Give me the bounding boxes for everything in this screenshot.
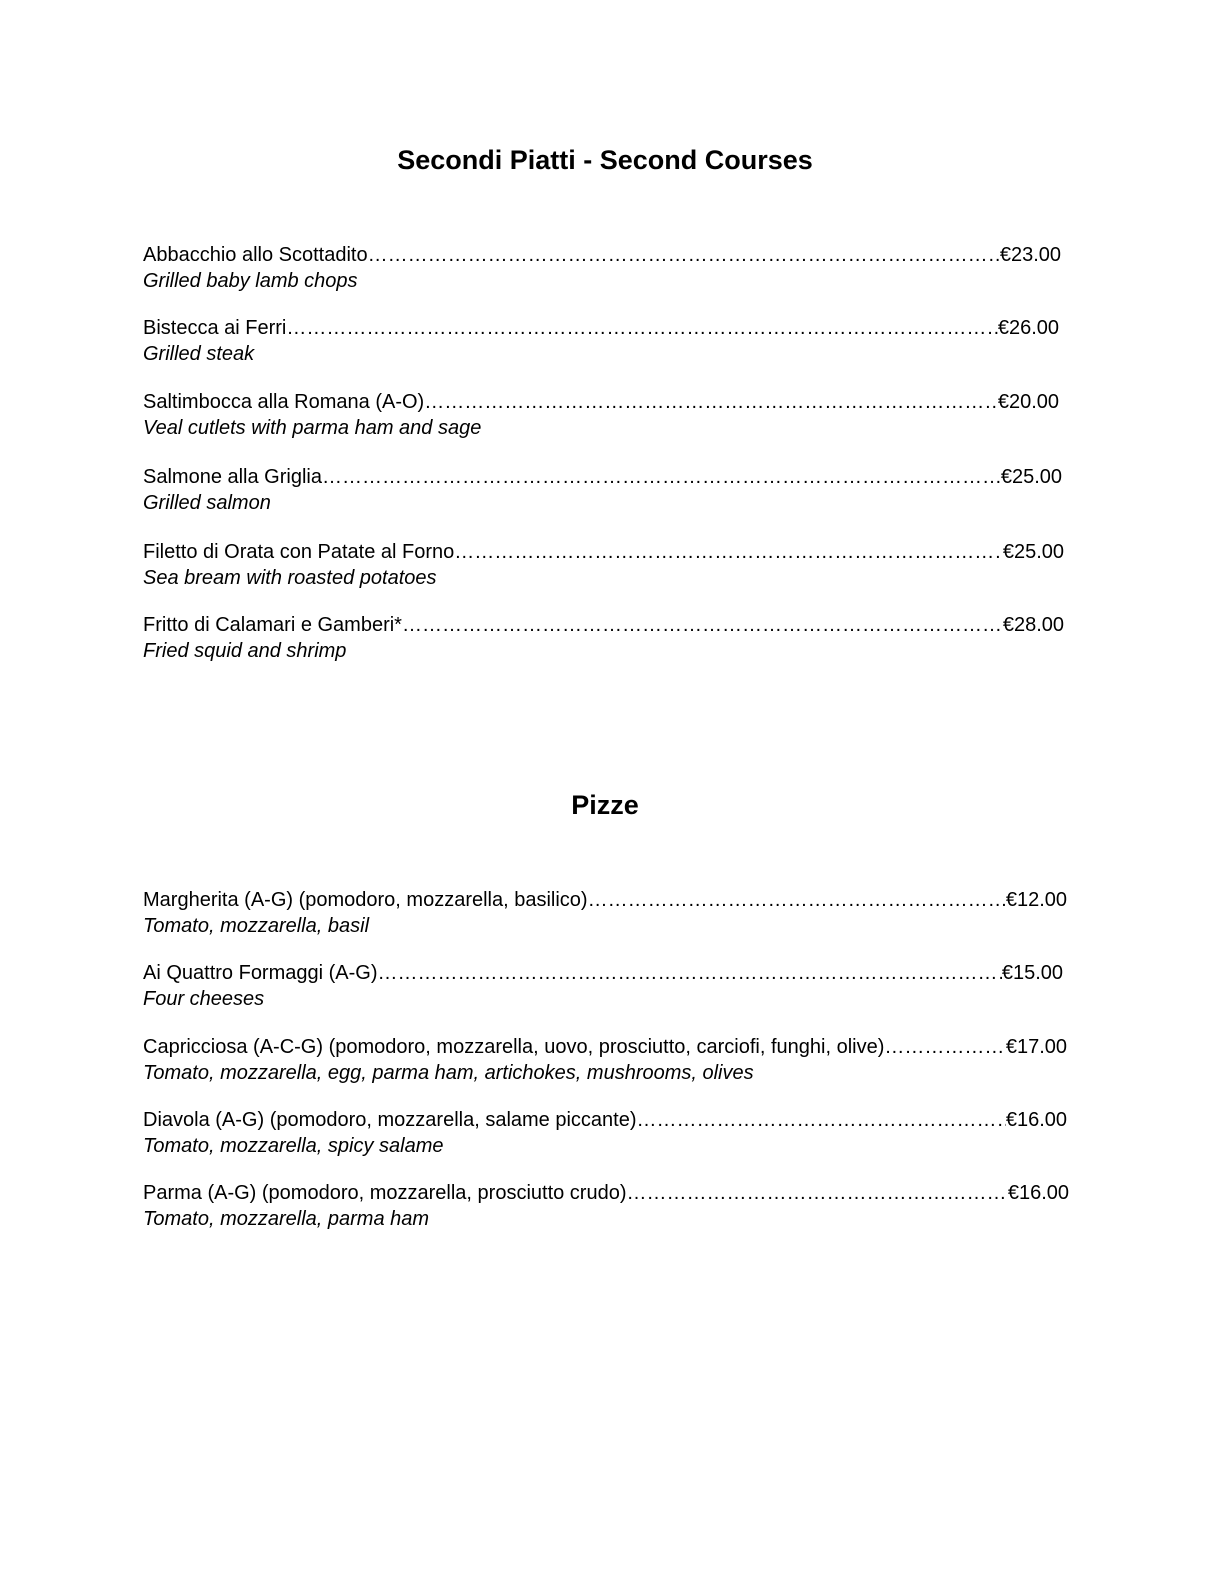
item-name: Ai Quattro Formaggi (A-G) [143, 962, 378, 984]
item-description: Grilled steak [143, 343, 255, 365]
menu-item [143, 242, 1061, 294]
dot-leader [884, 1034, 1005, 1060]
item-description: Tomato, mozzarella, spicy salame [143, 1135, 444, 1157]
item-description: Grilled baby lamb chops [143, 270, 358, 292]
item-name: Margherita (A-G) (pomodoro, mozzarella, basilico) [143, 889, 588, 911]
dot-leader [322, 464, 1001, 490]
item-name: Diavola (A-G) (pomodoro, mozzarella, salame piccante) [143, 1109, 637, 1131]
menu-item [143, 887, 1067, 939]
item-price: €25.00 [1000, 466, 1062, 488]
dot-leader [588, 887, 1006, 913]
item-description: Veal cutlets with parma ham and sage [143, 417, 482, 439]
item-price: €25.00 [1002, 541, 1064, 563]
menu-item [143, 1034, 1067, 1086]
item-price: €17.00 [1005, 1036, 1067, 1058]
item-name: Abbacchio allo Scottadito [143, 244, 368, 266]
item-description: Grilled salmon [143, 492, 271, 514]
item-description: Tomato, mozzarella, egg, parma ham, artichokes, mushrooms, olives [143, 1062, 754, 1084]
item-name: Filetto di Orata con Patate al Forno [143, 541, 455, 563]
item-name: Capricciosa (A-C-G) (pomodoro, mozzarella, uovo, prosciutto, carciofi, funghi, olive) [143, 1036, 885, 1058]
dot-leader [402, 612, 1003, 638]
item-price: €26.00 [997, 317, 1059, 339]
item-name: Saltimbocca alla Romana (A-O) [143, 391, 425, 413]
item-description: Four cheeses [143, 988, 265, 1010]
item-name: Fritto di Calamari e Gamberi* [143, 614, 402, 636]
section-title-secondi: Secondi Piatti - Second Courses [397, 145, 813, 175]
dot-leader [627, 1180, 1008, 1206]
menu-item [143, 612, 1064, 664]
item-description: Sea bream with roasted potatoes [143, 567, 437, 589]
dot-leader [286, 315, 997, 341]
item-description: Tomato, mozzarella, basil [143, 915, 370, 937]
item-description: Fried squid and shrimp [143, 640, 347, 662]
item-price: €23.00 [999, 244, 1061, 266]
item-name: Bistecca ai Ferri [143, 317, 287, 339]
dot-leader [424, 389, 998, 415]
item-price: €15.00 [1001, 962, 1063, 984]
item-price: €28.00 [1002, 614, 1064, 636]
item-price: €16.00 [1005, 1109, 1067, 1131]
menu-item [143, 1180, 1069, 1232]
menu-item [143, 315, 1059, 367]
section-title-pizze: Pizze [571, 790, 639, 820]
item-name: Salmone alla Griglia [143, 466, 322, 488]
dot-leader [637, 1107, 1006, 1133]
menu-item [143, 960, 1063, 1012]
dot-leader [378, 960, 1002, 986]
menu-item [143, 389, 1059, 441]
item-price: €20.00 [997, 391, 1059, 413]
dot-leader [368, 242, 1000, 268]
menu-item [143, 539, 1064, 591]
menu-item [143, 1107, 1067, 1159]
dot-leader [454, 539, 1003, 565]
item-price: €12.00 [1005, 889, 1067, 911]
item-name: Parma (A-G) (pomodoro, mozzarella, prosciutto crudo) [143, 1182, 627, 1204]
item-price: €16.00 [1007, 1182, 1069, 1204]
item-description: Tomato, mozzarella, parma ham [143, 1208, 430, 1230]
menu-item [143, 464, 1062, 516]
